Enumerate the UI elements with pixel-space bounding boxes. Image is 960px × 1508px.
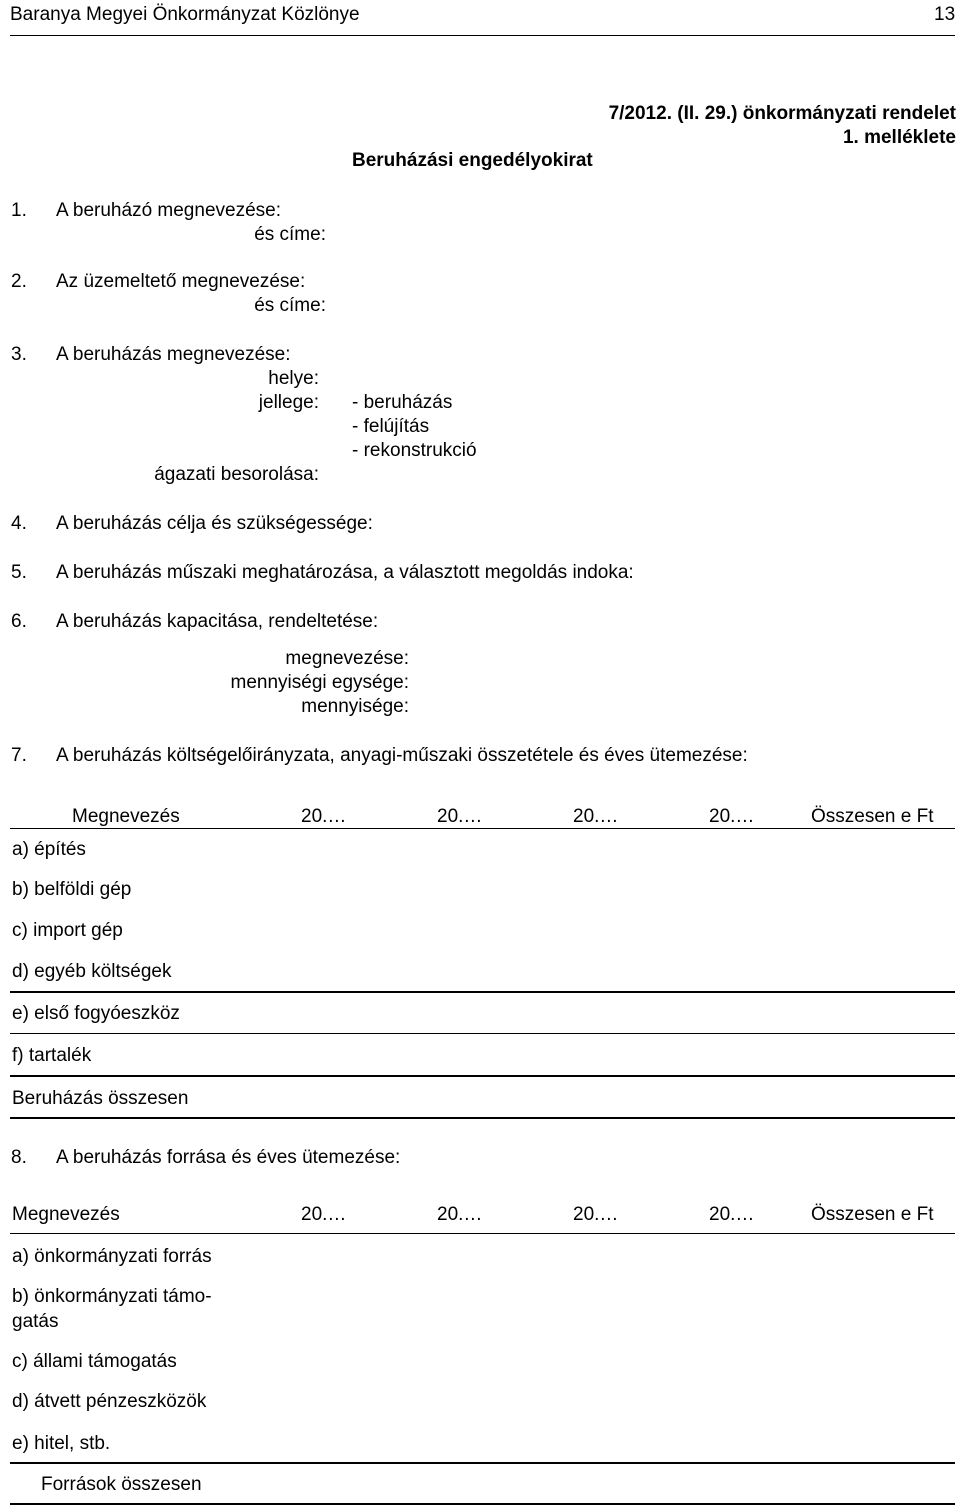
table-row: b) belföldi gép <box>12 879 132 900</box>
journal-title: Baranya Megyei Önkormányzat Közlönye <box>10 4 360 25</box>
table1-bottom-rule <box>10 1117 955 1119</box>
table1-total-row: Beruházás összesen <box>12 1088 189 1109</box>
table-row: e) első fogyóeszköz <box>12 1003 180 1024</box>
capacity-label: A beruházás kapacitása, rendeltetése: <box>56 611 379 632</box>
item-number: 3. <box>11 344 27 365</box>
purpose-label: A beruházás célja és szükségessége: <box>56 513 373 534</box>
table1-row-rule <box>10 1075 955 1077</box>
item-number: 8. <box>11 1147 27 1168</box>
investor-address-label: és címe: <box>254 224 326 245</box>
capacity-quantity-label: mennyisége: <box>301 696 409 717</box>
item-number: 2. <box>11 271 27 292</box>
type-option: - felújítás <box>352 416 430 437</box>
investment-location-label: helye: <box>268 368 319 389</box>
annex-reference: 7/2012. (II. 29.) önkormányzati rendelet <box>608 103 956 124</box>
item-number: 7. <box>11 745 27 766</box>
annex-number: 1. melléklete <box>842 127 956 148</box>
table-row: e) hitel, stb. <box>12 1433 111 1454</box>
table-row: a) építés <box>12 839 86 860</box>
type-option: - beruházás <box>352 392 453 413</box>
cost-estimate-label: A beruházás költségelőirányzata, anyagi-műszaki összetétele és éves ütemezése: <box>56 745 748 766</box>
table1-header-year: 20.… <box>709 806 755 827</box>
funding-source-label: A beruházás forrása és éves ütemezése: <box>56 1147 401 1168</box>
table-row: c) import gép <box>12 920 123 941</box>
operator-name-label: Az üzemeltető megnevezése: <box>56 271 306 292</box>
table1-header-year: 20.… <box>437 806 483 827</box>
item-number: 4. <box>11 513 27 534</box>
table1-row-rule <box>10 1033 955 1034</box>
item-number: 5. <box>11 562 27 583</box>
table-row: d) egyéb költségek <box>12 961 172 982</box>
item-number: 6. <box>11 611 27 632</box>
table1-header-rule <box>10 828 955 829</box>
table-row: f) tartalék <box>12 1045 92 1066</box>
technical-definition-label: A beruházás műszaki meghatározása, a választott megoldás indoka: <box>56 562 634 583</box>
table2-header-name: Megnevezés <box>12 1204 120 1225</box>
table-row: a) önkormányzati forrás <box>12 1246 212 1267</box>
table2-header-total: Összesen e Ft <box>811 1204 934 1225</box>
table-row: b) önkormányzati támo- <box>12 1286 212 1307</box>
investor-name-label: A beruházó megnevezése: <box>56 200 281 221</box>
table2-header-year: 20.… <box>573 1204 619 1225</box>
investment-name-label: A beruházás megnevezése: <box>56 344 291 365</box>
capacity-name-label: megnevezése: <box>285 648 409 669</box>
table-row: c) állami támogatás <box>12 1351 177 1372</box>
table1-header-total: Összesen e Ft <box>811 806 934 827</box>
table1-header-year: 20.… <box>301 806 347 827</box>
table1-header-year: 20.… <box>573 806 619 827</box>
table2-header-rule <box>10 1233 955 1234</box>
table2-bottom-rule <box>10 1503 955 1505</box>
table2-total-row: Források összesen <box>41 1474 202 1495</box>
item-number: 1. <box>11 200 27 221</box>
table1-header-name: Megnevezés <box>72 806 180 827</box>
table2-header-year: 20.… <box>437 1204 483 1225</box>
header-rule <box>10 35 955 36</box>
table-row: d) átvett pénzeszközök <box>12 1391 207 1412</box>
table1-row-rule <box>10 991 955 993</box>
page-number: 13 <box>934 4 956 25</box>
table2-header-year: 20.… <box>709 1204 755 1225</box>
table-row: gatás <box>12 1311 59 1332</box>
document-title: Beruházási engedélyokirat <box>352 150 593 171</box>
table2-row-rule <box>10 1462 955 1464</box>
type-option: - rekonstrukció <box>352 440 477 461</box>
investment-type-label: jellege: <box>258 392 319 413</box>
sector-classification-label: ágazati besorolása: <box>154 464 319 485</box>
operator-address-label: és címe: <box>254 295 326 316</box>
capacity-unit-label: mennyiségi egysége: <box>230 672 409 693</box>
table2-header-year: 20.… <box>301 1204 347 1225</box>
